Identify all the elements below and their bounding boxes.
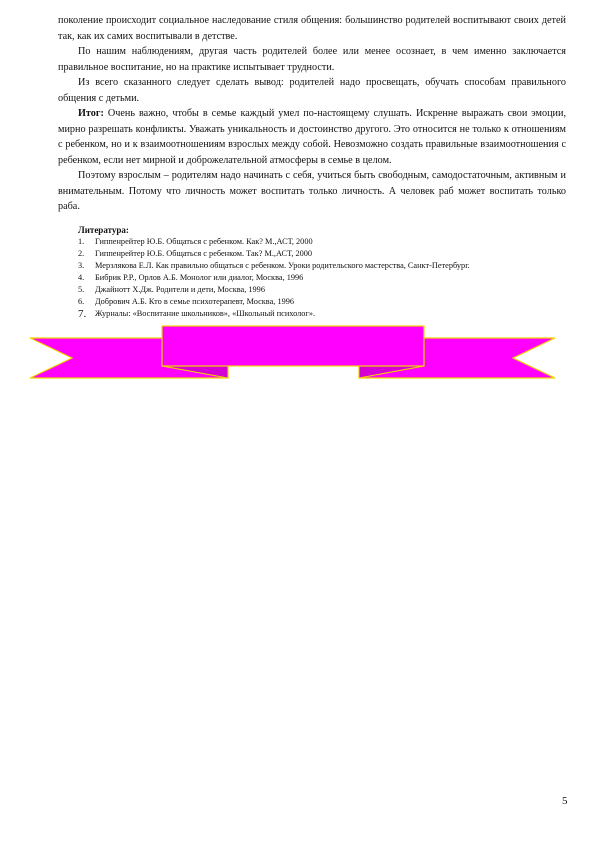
paragraph-5: Поэтому взрослым – родителям надо начинать с себя, учиться быть свободным, самодостаточным, активным и внимательным. Потому что личность может воспитать только личность. А человек раб может воспитать только раба. <box>58 170 566 212</box>
literature-item-number: 2. <box>78 249 85 258</box>
literature-item-number: 7. <box>78 308 87 320</box>
page-number: 5 <box>562 795 568 807</box>
conclusion-label: Итог: <box>78 108 104 119</box>
body-text <box>58 13 566 215</box>
literature-item-number: 5. <box>78 285 85 294</box>
literature-heading: Литература: <box>78 225 129 235</box>
literature-item-text: Джайнотт Х.Дж. Родители и дети, Москва, 1996 <box>95 285 265 294</box>
ribbon-banner <box>0 320 595 382</box>
conclusion-text: Очень важно, чтобы в семье каждый умел по-настоящему слушать. Искренне выражать свои эмоции, мирно разрешать конфликты. Уважать уникальность и достоинство другого. Это относится не только к отношениям с ребенком, но и к взаимоотношениям взрослых между собой. Невозможно создать правильные взаимоотношения с ребенком, если нет мирной и доброжелательной атмосферы в семье в целом. <box>58 108 566 166</box>
literature-item-text: Мерзлякова Е.Л. Как правильно общаться с ребенком. Уроки родительского мастерства, Санкт-Петербург. <box>95 261 470 270</box>
ribbon-center-band <box>162 326 424 366</box>
literature-item <box>78 260 558 272</box>
paragraph-conclusion <box>58 106 566 168</box>
literature-item-number: 1. <box>78 237 85 246</box>
paragraph-2: По нашим наблюдениям, другая часть родителей более или менее осознает, в чем именно заключается правильное воспитание, но на практике испытывает трудности. <box>58 46 566 73</box>
literature-item-text: Гиппенрейтер Ю.Б. Общаться с ребенком. Так? М.,АСТ, 2000 <box>95 249 313 258</box>
paragraph-1: поколение происходит социальное наследование стиля общения: большинство родителей воспитывают своих детей так, как их самих воспитывали в детстве. <box>58 15 566 42</box>
literature-item <box>78 296 558 308</box>
literature-item-text: Бибрик Р.Р., Орлов А.Б. Монолог или диалог, Москва, 1996 <box>95 273 304 282</box>
literature-item-text: Добрович А.Б. Кто в семье психотерапевт, Москва, 1996 <box>95 297 295 306</box>
literature-list <box>78 236 558 320</box>
literature-item-number: 4. <box>78 273 85 282</box>
literature-item <box>78 308 558 320</box>
literature-item <box>78 248 558 260</box>
literature-item <box>78 236 558 248</box>
literature-item-number: 6. <box>78 297 85 306</box>
paragraph-3: Из всего сказанного следует сделать вывод: родителей надо просвещать, обучать способам правильного общения с детьми. <box>58 77 566 104</box>
literature-item <box>78 284 558 296</box>
literature-item-text: Гиппенрейтер Ю.Б. Общаться с ребенком. Как? М.,АСТ, 2000 <box>95 237 313 246</box>
literature-item-number: 3. <box>78 261 85 270</box>
literature-item <box>78 272 558 284</box>
literature-item-text: Журналы: «Воспитание школьников», «Школьный психолог». <box>95 309 316 318</box>
